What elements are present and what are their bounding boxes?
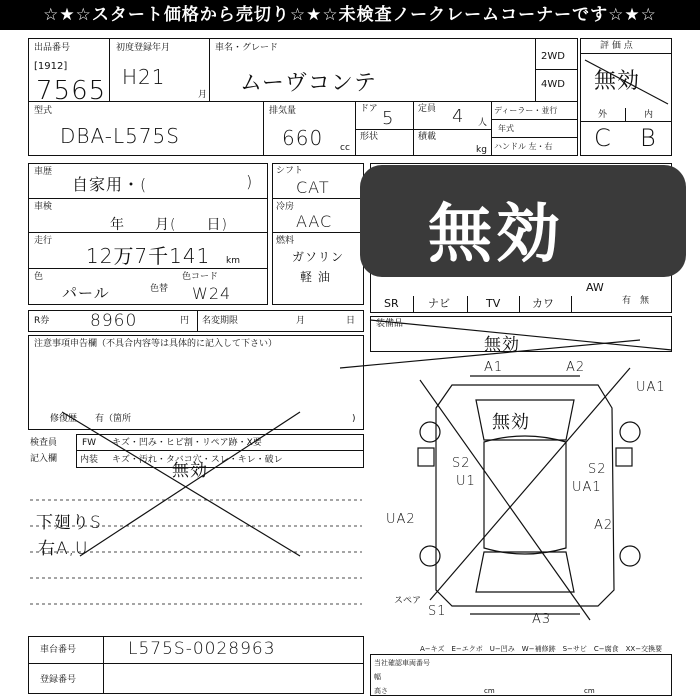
inspector-label-2: 記入欄 [30,454,58,464]
car-roof [484,436,566,554]
mark-a1: A1 [484,360,504,375]
shape-label: 形状 [360,132,379,142]
inspection-value: 年 月( 日) [110,217,228,233]
notes-label: 注意事項申告欄（不具合内容等は具体的に記入して下さい） [34,339,278,349]
doors-label: ドア [360,104,378,114]
record-label: 装備品 [376,319,404,329]
equip-aw: AW [586,281,604,294]
measure-cm-1: cm [484,687,495,695]
ac-value: AAC [296,212,333,231]
dealer-label: ディーラー・並行 [494,106,558,115]
rear-window [476,552,574,592]
type-label: 型式 [34,106,53,116]
recycle-label: R券 [34,316,50,326]
mark-a3: A3 [532,612,552,627]
void-stamp-text: 無効 [428,197,564,272]
mileage-label: 走行 [34,236,53,246]
wheel-fl [420,422,440,442]
mileage-unit: km [226,256,240,266]
color-value: パール [62,284,110,302]
notes-cross [340,340,640,368]
mark-a2-right: A2 [594,518,614,533]
fuel-label: 燃料 [276,236,295,246]
wheel-rl [420,546,440,566]
first-reg-label: 初度登録年月 [116,43,171,53]
recycle-value: 8960 [90,311,138,331]
int-label: 内 [644,110,654,120]
color-code-value: W24 [192,284,232,303]
mark-ua1-top: UA1 [636,380,666,395]
drive-4wd: 4WD [541,79,565,90]
shift-value: CAT [296,178,330,197]
ext-label: 外 [598,110,608,120]
mark-s1: S1 [428,604,447,619]
grade-cross [585,60,668,104]
repair-label: 修復歴 有（箇所 [50,414,132,424]
history-value: 自家用・( [72,175,148,194]
windshield [476,400,574,440]
chassis-label: 車台番号 [40,645,77,655]
equip-sr: SR [384,297,399,310]
lot-number: 7565 [36,76,107,106]
record-cross [370,320,672,350]
grade-title: 評 価 点 [600,41,633,51]
type-value: DBA-L575S [60,124,180,148]
first-reg-value: H21 [122,65,166,89]
int-grade: B [640,124,657,152]
measure-cm-2: cm [584,687,595,695]
ac-label: 冷房 [276,202,295,212]
inspector-row1-items: キズ・凹み・ヒビ割・リペア跡・X要 [112,438,262,448]
equip-extra: 有 無 [622,296,650,306]
spare-label: スペア [394,596,422,606]
mark-s2-left: S2 [452,456,471,471]
wheel-fr [620,422,640,442]
handwritten-note-1: 下廻りS [36,513,102,533]
capacity-unit: 人 [478,118,488,128]
reg-label: 登録番号 [40,675,77,685]
diagram-cross-1 [420,380,590,620]
recycle-unit: 円 [180,316,190,326]
doors-value: 5 [382,108,395,129]
mark-a2-top: A2 [566,360,586,375]
diagram-void: 無効 [492,412,530,433]
legend: A−キズ E−エクボ U−凹み W−補修跡 S−サビ C−腐食 XX−交換要 [420,645,663,653]
mark-u1: U1 [456,474,476,489]
inspector-row2-items: キズ・汚れ・タバコ穴・スレ・キレ・破レ [112,455,283,465]
color-code-label: 色コード [182,272,219,282]
storage-day: 日 [346,316,356,326]
grade-overall: 無効 [594,69,641,94]
inspector-row1-label: FW [82,438,97,448]
mark-ua1-right: UA1 [572,480,602,495]
fuel-value-1: ガソリン [292,250,345,264]
measure-r2: 幅 [374,673,381,681]
mark-ua2: UA2 [386,512,416,527]
capacity-value: 4 [452,106,465,127]
inspector-cross-2 [80,412,300,556]
measure-r1: 当社確認車両番号 [374,659,430,667]
displacement-value: 660 [282,126,324,150]
storage-month: 月 [296,316,306,326]
month-unit: 月 [198,90,208,100]
handwritten-note-2: 右A,U [38,539,89,559]
equip-leather: カワ [532,297,554,310]
model-label: 車名・グレード [215,43,279,53]
equip-tv: TV [486,297,501,310]
year-label: 年式 [498,124,514,133]
shift-label: シフト [276,166,304,176]
model-value: ムーヴコンテ [240,71,377,96]
measure-r3: 高さ [374,687,388,695]
mirror-left [418,448,434,466]
inspector-row2-label: 内装 [80,455,99,465]
displacement-unit: cc [340,143,350,153]
mirror-right [616,448,632,466]
wheel-rr [620,546,640,566]
inspector-label-1: 検査員 [30,438,58,448]
drive-2wd: 2WD [541,51,565,62]
displacement-label: 排気量 [269,106,297,116]
lot-sub: [1912] [34,61,68,72]
lot-label: 出品番号 [34,43,71,53]
load-unit: kg [476,145,487,155]
fuel-value-2: 軽 油 [300,270,331,284]
equip-navi: ナビ [428,297,450,310]
handle-label: ハンドル 左・右 [494,142,553,151]
repair-close: ) [352,414,356,424]
ext-grade: C [594,124,612,152]
mileage-value: 12万7千141 [86,244,211,268]
load-label: 積載 [418,132,437,142]
mark-s2-right: S2 [588,462,607,477]
inspector-cross-1 [62,412,300,556]
record-void: 無効 [484,335,520,355]
history-close: ) [246,172,254,191]
diagram-cross-2 [430,368,630,600]
capacity-label: 定員 [418,104,437,114]
top-banner: ☆★☆スタート価格から売切り☆★☆未検査ノークレームコーナーです☆★☆ [0,0,700,30]
color-label: 色 [34,272,44,282]
chassis-value: L575S-0028963 [128,639,276,659]
history-label: 車歴 [34,167,53,177]
storage-label: 名変期限 [202,316,239,326]
inspection-label: 車検 [34,202,53,212]
color-change-label: 色替 [150,284,169,294]
inspector-void: 無効 [172,461,208,481]
